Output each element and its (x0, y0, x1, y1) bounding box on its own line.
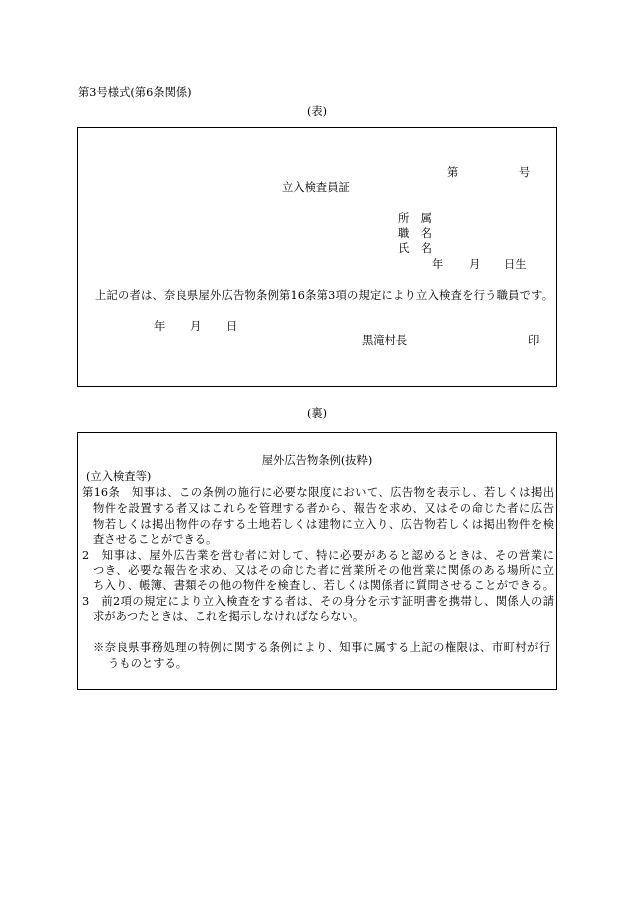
article-line: 求があつたときは、これを掲示しなければならない。 (93, 610, 365, 623)
birth-date-year: 年 (432, 258, 444, 271)
issue-date-year: 年 (154, 320, 166, 333)
issue-date-day: 日 (226, 320, 238, 333)
back-card (77, 432, 557, 690)
seal-mark: 印 (528, 334, 540, 347)
article-line: 3 前2項の規定により立入検査をする者は、その身分を示す証明書を携帯し、関係人の請 (82, 595, 554, 608)
article-line: つき、必要な報告を求め、又はその命じた者に営業所その他営業に関係のある場所に立 (93, 564, 554, 577)
birth-date-day: 日生 (504, 258, 527, 271)
back-side-label: (裏) (306, 407, 328, 420)
issue-date-month: 月 (190, 320, 202, 333)
certificate-title: 立入検査員証 (282, 181, 350, 194)
article-heading: (立入検査等) (86, 470, 152, 483)
article-line: 査させることができる。 (93, 533, 218, 546)
note-line: うものとする。 (108, 657, 188, 670)
note-line: ※奈良県事務処理の特例に関する条例により、知事に属する上記の権限は、市町村が行 (93, 641, 550, 654)
issuer-name: 黒滝村長 (362, 334, 408, 347)
field-label-affiliation: 所 属 (398, 212, 432, 225)
field-label-position: 職 名 (398, 227, 432, 240)
form-label: 第3号様式(第6条関係) (78, 86, 192, 99)
article-line: 第16条 知事は、この条例の施行に必要な限度において、広告物を表示し、若しくは掲出 (82, 486, 554, 499)
certificate-number-prefix: 第 (447, 166, 459, 179)
certificate-number-suffix: 号 (519, 166, 531, 179)
front-side-label: (表) (306, 105, 328, 118)
ordinance-title: 屋外広告物条例(抜粋) (261, 454, 373, 467)
certificate-statement: 上記の者は、奈良県屋外広告物条例第16条第3項の規定により立入検査を行う職員です。 (95, 289, 553, 302)
article-line: 物若しくは掲出物件の存する土地若しくは建物に立入り、広告物若しくは掲出物件を検 (93, 518, 554, 531)
article-line: 2 知事は、屋外広告業を営む者に対して、特に必要があると認めるときは、その営業に (82, 549, 554, 562)
article-line: 物件を設置する者又はこれらを管理する者から、報告を求め、又はその命じた者に広告 (93, 502, 554, 515)
field-label-name: 氏 名 (398, 242, 432, 255)
article-line: ち入り、帳簿、書類その他の物件を検査し、若しくは関係者に質問させることができる。 (93, 579, 554, 592)
birth-date-month: 月 (469, 258, 481, 271)
front-card (77, 127, 557, 387)
